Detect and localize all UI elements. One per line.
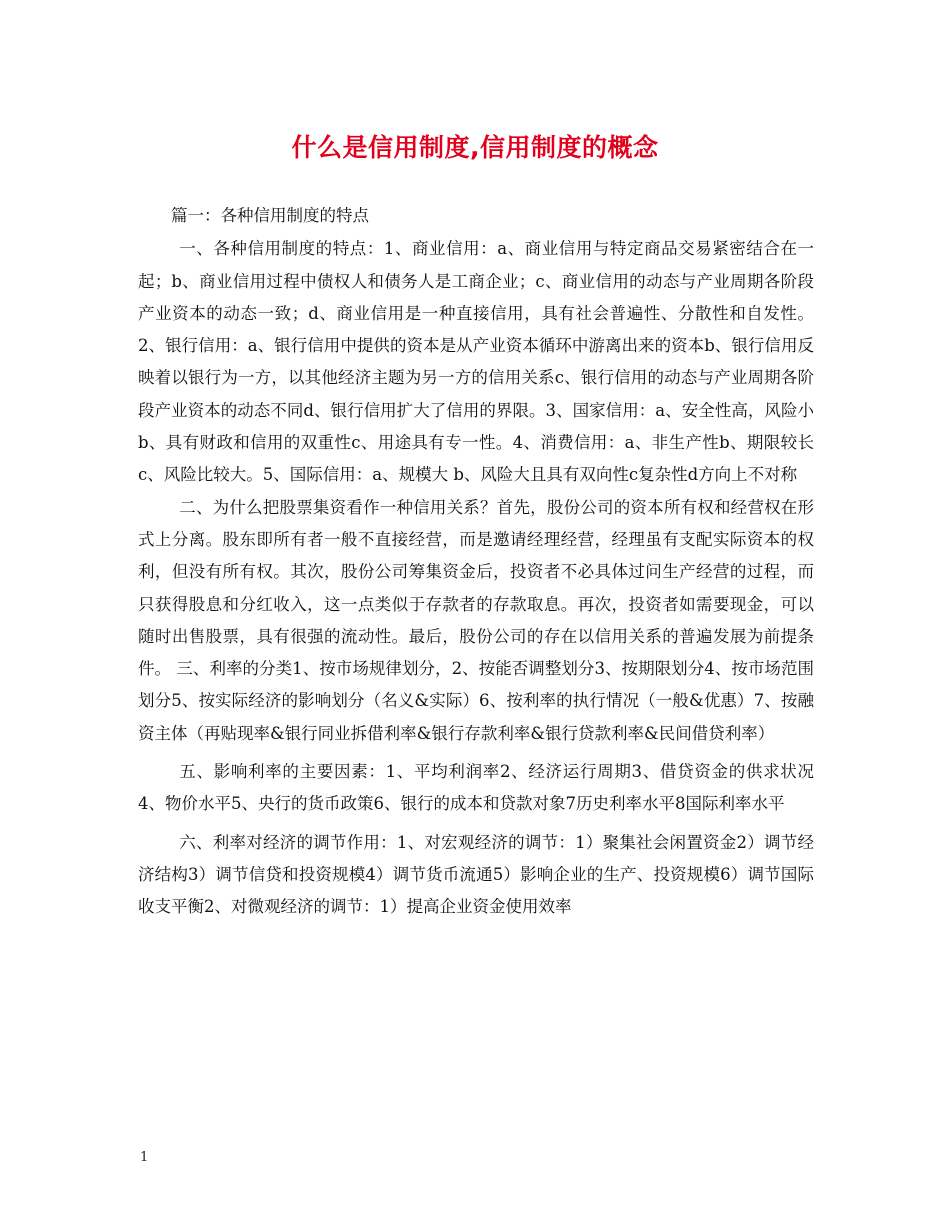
paragraph-stock-credit-and-rate-types: 二、为什么把股票集资看作一种信用关系？首先，股份公司的资本所有权和经营权在形式上分离。股东即所有者一般不直接经营，而是邀请经理经营，经理虽有支配实际资本的权利，但没有所有权。其次，股份公司筹集资金后，投资者不必具体过问生产经营的过程，而只获得股息和分红收入，这一点类似于存款者的存款取息。再次，投资者如需要现金，可以随时出售股票，具有很强的流动性。最后，股份公司的存在以信用关系的普遍发展为前提条件。 三、利率的分类1、按市场规律划分，2、按能否调整划分3、按期限划分4、按市场范围划分5、按实际经济的影响划分（名义&实际）6、按利率的执行情况（一般&优惠）7、按融资主体（再贴现率&银行同业拆借利率&银行存款利率&银行贷款利率&民间借贷利率）	[138, 497, 814, 743]
paragraph-rate-regulation: 六、利率对经济的调节作用：1、对宏观经济的调节：1）聚集社会闲置资金2）调节经济结构3）调节信贷和投资规模4）调节货币流通5）影响企业的生产、投资规模6）调节国际收支平衡2、对微观经济的调节：1）提高企业资金使用效率	[138, 832, 814, 917]
paragraph-rate-factors: 五、影响利率的主要因素：1、平均利润率2、经济运行周期3、借贷资金的供求状况4、物价水平5、央行的货币政策6、银行的成本和贷款对象7历史利率水平8国际利率水平	[138, 762, 814, 814]
document-body	[138, 200, 814, 924]
page-number: 1	[140, 1150, 149, 1165]
section-heading: 篇一：各种信用制度的特点	[171, 206, 369, 225]
paragraph-credit-features: 一、各种信用制度的特点：1、商业信用：a、商业信用与特定商品交易紧密结合在一起；b、商业信用过程中债权人和债务人是工商企业；c、商业信用的动态与产业周期各阶段产业资本的动态一致；d、商业信用是一种直接信用，具有社会普遍性、分散性和自发性。2、银行信用：a、银行信用中提供的资本是从产业资本循环中游离出来的资本b、银行信用反映着以银行为一方，以其他经济主题为另一方的信用关系c、银行信用的动态与产业周期各阶段产业资本的动态不同d、银行信用扩大了信用的界限。3、国家信用：a、安全性高，风险小 b、具有财政和信用的双重性c、用途具有专一性。4、消费信用：a、非生产性b、期限较长c、风险比较大。5、国际信用：a、规模大 b、风险大且具有双向性c复杂性d方向上不对称	[138, 239, 814, 485]
document-title: 什么是信用制度,信用制度的概念	[291, 133, 659, 162]
